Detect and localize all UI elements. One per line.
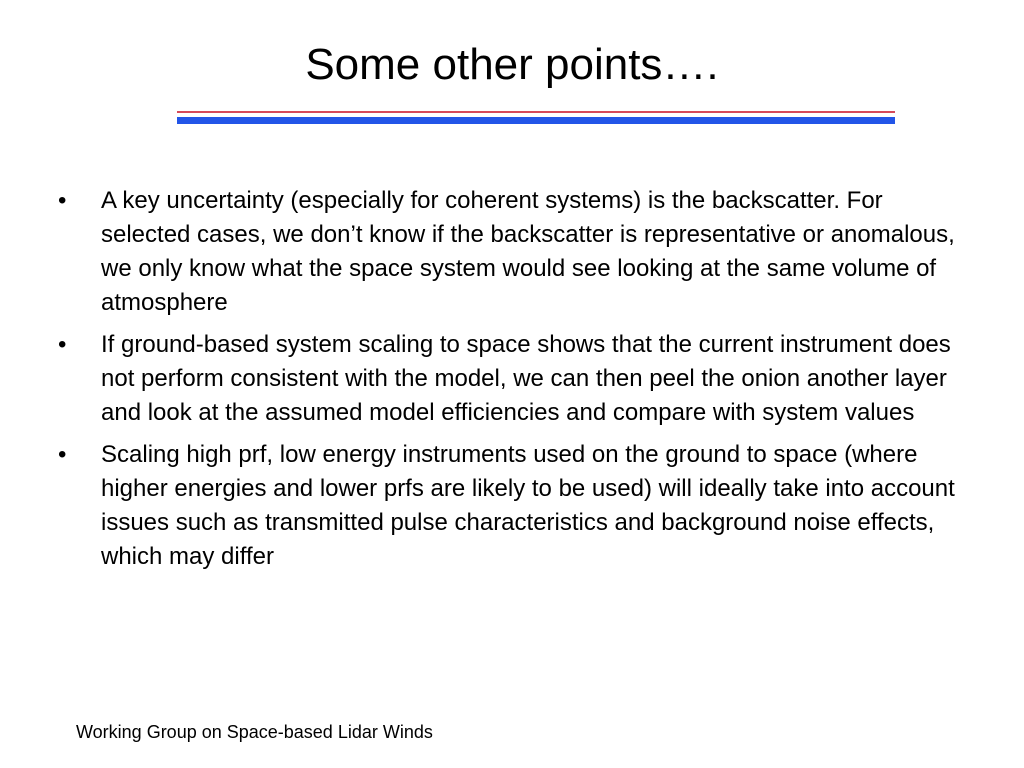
bullet-marker: • <box>58 331 67 358</box>
bullet-text: Scaling high prf, low energy instruments used on the ground to space (where higher energies and lower prfs are likely to be used) will ideally take into account issues such as transmitted pulse characteristics and background noise effects, which may differ <box>101 441 955 570</box>
bullet-text: A key uncertainty (especially for coherent systems) is the backscatter. For selected cases, we don’t know if the backscatter is representative or anomalous, we only know what the space system would see looking at the same volume of atmosphere <box>101 187 955 316</box>
bullet-text: If ground-based system scaling to space shows that the current instrument does not perform consistent with the model, we can then peel the onion another layer and look at the assumed model efficiencies and compare with system values <box>101 331 951 426</box>
bullet-marker: • <box>58 187 67 214</box>
slide-footer: Working Group on Space-based Lidar Winds <box>76 722 433 742</box>
bullet-list <box>58 184 968 582</box>
slide-title: Some other points…. <box>305 40 719 89</box>
title-divider-thick <box>177 117 895 124</box>
bullet-item <box>58 438 968 574</box>
title-divider-thin <box>177 111 895 113</box>
bullet-marker: • <box>58 441 67 468</box>
bullet-item <box>58 184 968 320</box>
bullet-item <box>58 328 968 430</box>
